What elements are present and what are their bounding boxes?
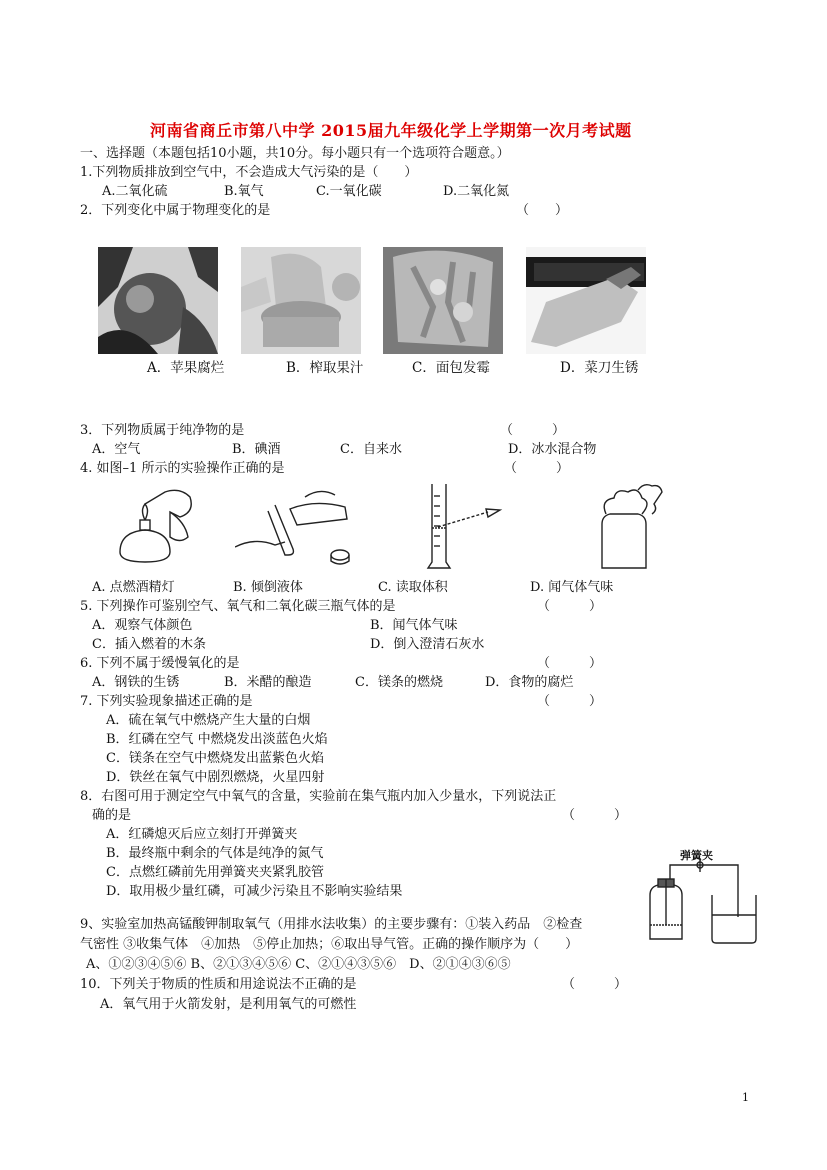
q1-option-b: B.氧气 — [224, 184, 264, 199]
q8-stem: 8．右图可用于测定空气中氧气的含量，实验前在集气瓶内加入少量水，下列说法正 — [80, 789, 557, 804]
q2-option-b: B．榨取果汁 — [286, 360, 364, 376]
graduated-cylinder-drawing — [420, 482, 510, 572]
q7-option-c: C．镁条在空气中燃烧发出蓝紫色火焰 — [106, 751, 324, 766]
q8-option-c: C．点燃红磷前先用弹簧夹夹紧乳胶管 — [106, 865, 324, 880]
q8-option-d: D．取用极少量红磷，可减少污染且不影响实验结果 — [106, 884, 403, 899]
q5-option-c: C．插入燃着的木条 — [92, 637, 206, 652]
q8-stem-cont: 确的是 — [92, 808, 132, 823]
q2-option-d: D．菜刀生锈 — [560, 360, 639, 376]
q6-option-b: B．米醋的酿造 — [224, 675, 312, 690]
q5-stem: 5. 下列操作可鉴别空气、氧气和二氧化碳三瓶气体的是 — [80, 599, 396, 614]
q4-option-d: D. 闻气体气味 — [530, 580, 614, 595]
spring-clamp-label: 弹簧夹 — [680, 849, 713, 862]
q3-option-c: C．自来水 — [340, 442, 402, 457]
q2-stem: 2．下列变化中属于物理变化的是 — [80, 203, 271, 218]
q6-option-d: D．食物的腐烂 — [485, 675, 574, 690]
q3-option-b: B．碘酒 — [232, 442, 281, 457]
moldy-bread-photo — [383, 247, 503, 354]
section-heading: 一、选择题（本题包括10小题，共10分。每小题只有一个选项符合题意。） — [80, 146, 510, 161]
q3-option-d: D．冰水混合物 — [508, 442, 597, 457]
q10-option-a: A．氧气用于火箭发射，是利用氧气的可燃性 — [100, 997, 357, 1012]
q4-stem: 4. 如图–1 所示的实验操作正确的是 — [80, 461, 285, 476]
smelling-gas-drawing — [592, 480, 672, 574]
q8-option-a: A．红磷熄灭后应立刻打开弹簧夹 — [106, 827, 298, 842]
q10-paren: （ ） — [562, 977, 628, 992]
q2-option-c: C．面包发霉 — [412, 360, 490, 376]
q4-paren: （ ） — [504, 461, 570, 476]
q4-option-c: C. 读取体积 — [378, 580, 448, 595]
q10-stem: 10．下列关于物质的性质和用途说法不正确的是 — [80, 977, 357, 992]
q3-option-a: A．空气 — [92, 442, 141, 457]
juicing-photo — [241, 247, 361, 354]
q4-option-a: A. 点燃酒精灯 — [92, 580, 175, 595]
q9-line1: 9、实验室加热高锰酸钾制取氧气（用排水法收集）的主要步骤有：①装入药品 ②检查 — [80, 917, 583, 932]
q8-option-b: B．最终瓶中剩余的气体是纯净的氮气 — [106, 846, 324, 861]
q2-option-a: A．苹果腐烂 — [147, 360, 225, 376]
oxygen-test-apparatus-drawing — [640, 855, 760, 945]
q7-option-a: A．硫在氧气中燃烧产生大量的白烟 — [106, 713, 311, 728]
page-number: 1 — [742, 1091, 749, 1104]
q5-option-b: B．闻气体气味 — [370, 618, 458, 633]
q1-stem: 1.下列物质排放到空气中，不会造成大气污染的是（ ） — [80, 165, 418, 180]
q7-option-b: B．红磷在空气 中燃烧发出淡蓝色火焰 — [106, 732, 328, 747]
q5-option-d: D．倒入澄清石灰水 — [370, 637, 485, 652]
q5-option-a: A．观察气体颜色 — [92, 618, 193, 633]
q7-option-d: D．铁丝在氧气中剧烈燃烧，火星四射 — [106, 770, 325, 785]
q5-paren: （ ） — [537, 599, 603, 614]
q4-option-b: B. 倾倒液体 — [233, 580, 303, 595]
pouring-liquid-drawing — [235, 487, 365, 567]
rusty-knife-photo — [526, 247, 646, 354]
q3-paren: （ ） — [500, 423, 566, 438]
q6-option-a: A．钢铁的生锈 — [92, 675, 180, 690]
alcohol-lamp-drawing — [110, 482, 200, 572]
page-title: 河南省商丘市第八中学 2015届九年级化学上学期第一次月考试题 — [150, 121, 632, 140]
q9-line2: 气密性 ③收集气体 ④加热 ⑤停止加热；⑥取出导气管。正确的操作顺序为（ ） — [80, 937, 579, 952]
q6-stem: 6. 下列不属于缓慢氧化的是 — [80, 656, 240, 671]
q1-option-c: C.一氧化碳 — [316, 184, 382, 199]
q7-paren: （ ） — [537, 694, 603, 709]
q8-paren: （ ） — [562, 808, 628, 823]
q6-option-c: C．镁条的燃烧 — [355, 675, 443, 690]
q3-stem: 3．下列物质属于纯净物的是 — [80, 423, 245, 438]
q9-options: A、①②③④⑤⑥ B、②①③④⑤⑥ C、②①④③⑤⑥ D、②①④③⑥⑤ — [86, 957, 511, 972]
q7-stem: 7. 下列实验现象描述正确的是 — [80, 694, 253, 709]
apple-rotting-photo — [98, 247, 218, 354]
q6-paren: （ ） — [537, 656, 603, 671]
q2-paren: （ ） — [516, 203, 569, 218]
q1-option-d: D.二氧化氮 — [443, 184, 510, 199]
q1-option-a: A.二氧化硫 — [102, 184, 168, 199]
